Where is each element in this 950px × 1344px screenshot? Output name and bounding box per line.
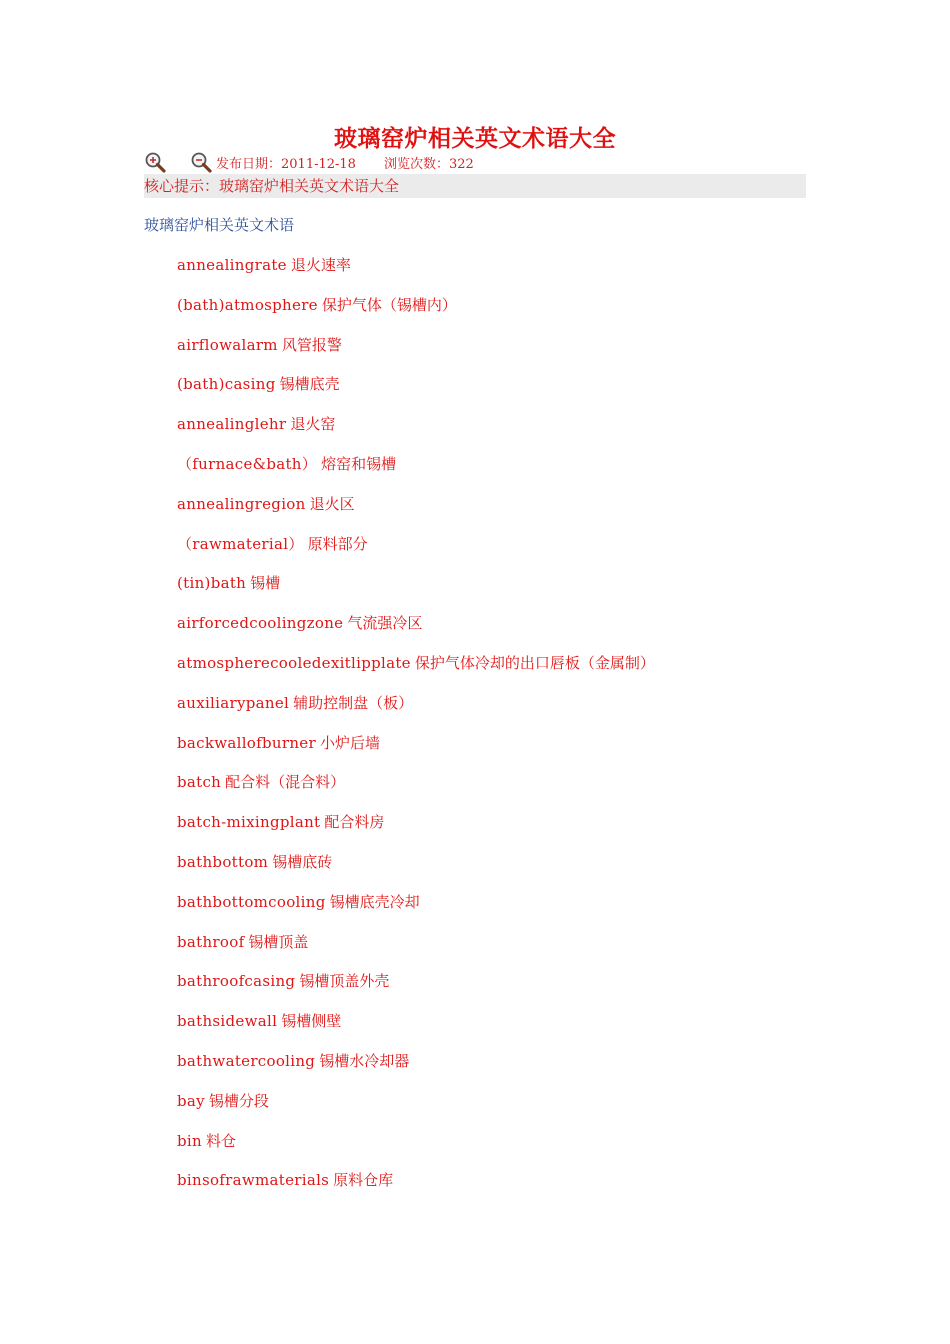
term-english: (tin)bath: [177, 574, 247, 593]
term-chinese: 配合料（混合料）: [225, 773, 346, 792]
list-item: [177, 1130, 655, 1170]
zoom-out-icon[interactable]: [190, 151, 212, 173]
term-english: bathwatercooling: [177, 1051, 316, 1070]
term-english: bathsidewall: [177, 1012, 278, 1031]
term-chinese: 锡槽底壳冷却: [329, 892, 420, 911]
list-item: [177, 1169, 655, 1209]
list-item: [177, 970, 655, 1010]
term-english: airforcedcoolingzone: [177, 614, 344, 633]
term-chinese: 原料部分: [307, 534, 368, 553]
list-item: [177, 373, 655, 413]
list-item: [177, 294, 655, 334]
term-chinese: 气流强冷区: [347, 614, 423, 633]
page-title: 玻璃窑炉相关英文术语大全: [334, 125, 616, 152]
term-english: bathbottom: [177, 852, 269, 871]
list-item: [177, 652, 655, 692]
list-item: [177, 851, 655, 891]
term-chinese: 退火区: [309, 494, 355, 513]
term-english: annealingregion: [177, 494, 306, 513]
term-english: auxiliarypanel: [177, 693, 290, 712]
term-chinese: 熔窑和锡槽: [321, 454, 397, 473]
term-english: batch: [177, 773, 222, 792]
term-chinese: 锡槽顶盖: [248, 932, 309, 951]
term-chinese: 锡槽水冷却器: [319, 1051, 410, 1070]
term-chinese: 配合料房: [324, 813, 385, 832]
term-english: （furnace&bath）: [177, 454, 318, 473]
term-english: binsofrawmaterials: [177, 1171, 330, 1190]
term-english: atmospherecooledexitlipplate: [177, 653, 411, 672]
term-english: （rawmaterial）: [177, 534, 304, 553]
list-item: [177, 453, 655, 493]
list-item: [177, 1090, 655, 1130]
list-item: [177, 572, 655, 612]
term-english: annealingrate: [177, 256, 287, 274]
publish-date: 发布日期：2011-12-18: [216, 156, 356, 172]
term-chinese: 辅助控制盘（板）: [293, 693, 414, 712]
term-chinese: 锡槽侧壁: [281, 1012, 342, 1031]
core-hint: 核心提示：玻璃窑炉相关英文术语大全: [144, 174, 806, 198]
term-english: airflowalarm: [177, 335, 278, 354]
list-item: [177, 334, 655, 374]
term-english: bathroofcasing: [177, 972, 296, 991]
list-item: [177, 1050, 655, 1090]
section-heading: 玻璃窑炉相关英文术语: [144, 216, 295, 234]
term-english: bin: [177, 1131, 202, 1150]
term-chinese: 退火窑: [290, 415, 336, 434]
term-english: bathbottomcooling: [177, 892, 326, 911]
term-chinese: 锡槽底壳: [279, 375, 340, 394]
term-english: bay: [177, 1091, 205, 1110]
article-meta: [144, 150, 474, 174]
list-item: [177, 771, 655, 811]
list-item: [177, 493, 655, 533]
list-item: [177, 413, 655, 453]
term-english: batch-mixingplant: [177, 813, 321, 832]
list-item: [177, 931, 655, 971]
term-chinese: 锡槽分段: [208, 1091, 269, 1110]
term-english: annealinglehr: [177, 415, 287, 434]
list-item: [177, 1010, 655, 1050]
term-chinese: 退火速率: [290, 256, 351, 274]
term-chinese: 原料仓库: [333, 1171, 394, 1190]
term-chinese: 锡槽底砖: [272, 852, 333, 871]
list-item: [177, 612, 655, 652]
term-chinese: 风管报警: [281, 335, 342, 354]
list-item: [177, 692, 655, 732]
term-english: (bath)casing: [177, 375, 276, 394]
term-chinese: 保护气体（锡槽内）: [321, 295, 457, 314]
zoom-in-icon[interactable]: [144, 151, 166, 173]
term-chinese: 料仓: [205, 1131, 236, 1150]
view-count: 浏览次数：322: [383, 156, 474, 172]
list-item: [177, 732, 655, 772]
list-item: [177, 533, 655, 573]
list-item: [177, 254, 655, 294]
term-list: [177, 254, 655, 1209]
list-item: [177, 811, 655, 851]
term-english: backwallofburner: [177, 733, 316, 752]
term-english: (bath)atmosphere: [177, 295, 318, 314]
term-chinese: 小炉后墙: [319, 733, 380, 752]
term-chinese: 保护气体冷却的出口唇板（金属制）: [414, 653, 655, 672]
term-chinese: 锡槽顶盖外壳: [299, 972, 390, 991]
term-chinese: 锡槽: [250, 574, 281, 593]
term-english: bathroof: [177, 932, 245, 951]
list-item: [177, 891, 655, 931]
